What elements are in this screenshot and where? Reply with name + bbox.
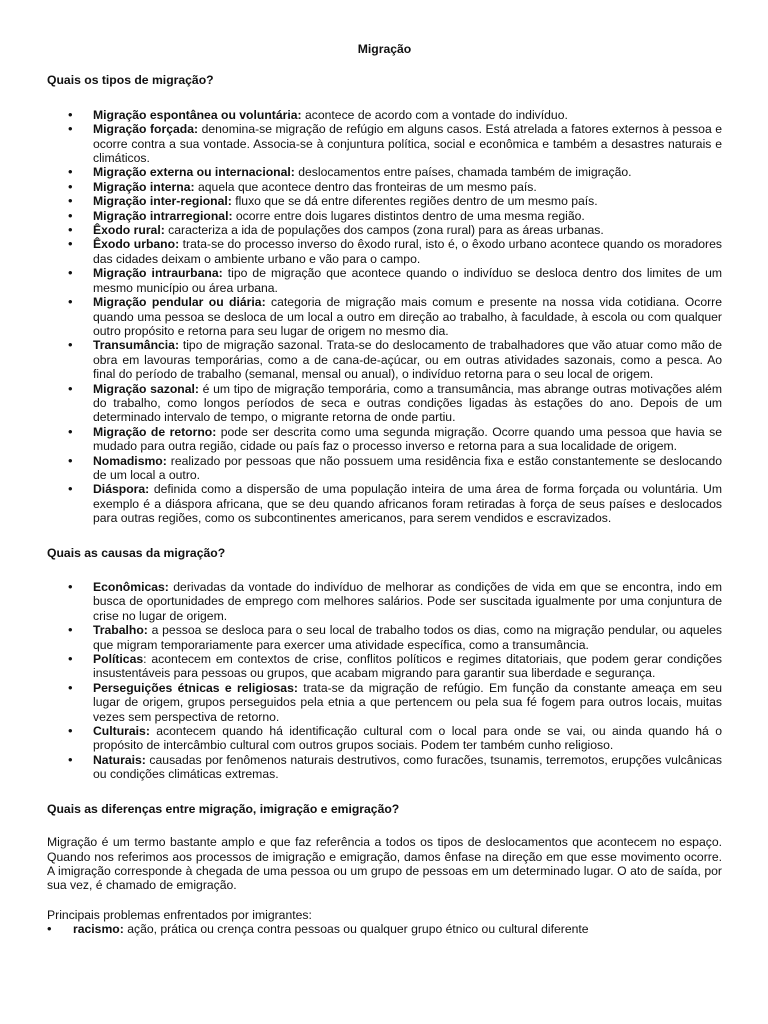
- list-item: [47, 209, 722, 223]
- list-item-text: acontece de acordo com a vontade do indivíduo.: [301, 107, 568, 122]
- list-item-text: realizado por pessoas que não possuem uma residência fixa e estão constantemente se deslocando de um local a outro.: [93, 453, 722, 482]
- list-item-text: tipo de migração sazonal. Trata-se do deslocamento de trabalhadores que vão atuar como mão de obra em lavouras temporárias, como a de cana-de-açúcar, ou em outras atividades sazonais, como a pesca. Ao final do período de trabalho (semanal, mensal ou anual), o indivíduo retorna para o seu local de origem.: [93, 338, 722, 382]
- list-item-text: é um tipo de migração temporária, como a transumância, mas abrange outras motivações além do trabalho, como longos períodos de seca e outras condições ligadas às estações do ano. Depois de um determinado intervalo de tempo, o migrante retorna de onde partiu.: [93, 381, 722, 425]
- list-item-term: Diáspora:: [93, 482, 150, 497]
- list-item-term: Perseguições étnicas e religiosas:: [93, 680, 298, 695]
- list-item-term: Migração interna:: [93, 179, 195, 194]
- section-heading-causes: Quais as causas da migração?: [47, 545, 226, 560]
- list-item-term: Trabalho:: [93, 623, 148, 638]
- list-item-text: denomina-se migração de refúgio em alguns casos. Está atrelada a fatores externos à pessoa e ocorre contra a sua vontade. Associa-se à conjuntura política, social e econômica e também a desastres naturais e climáticos.: [93, 122, 722, 166]
- document-page: [47, 42, 722, 937]
- list-item: [47, 338, 722, 381]
- list-item: [47, 753, 722, 782]
- list-item-term: Migração forçada:: [93, 122, 199, 137]
- list-item: [47, 194, 722, 208]
- list-item: [47, 108, 722, 122]
- list-item-text: a pessoa se desloca para o seu local de trabalho todos os dias, como na migração pendular, ou aqueles que migram temporariamente para exercer uma atividade específica, como a transumância.: [93, 623, 722, 652]
- problems-title: Principais problemas enfrentados por imigrantes:: [47, 907, 312, 922]
- list-item-term: Migração externa ou internacional:: [93, 165, 295, 180]
- list-item-term: racismo:: [73, 922, 124, 937]
- list-item-term: Êxodo rural:: [93, 223, 165, 238]
- list-item-text: pode ser descrita como uma segunda migração. Ocorre quando uma pessoa que havia se mudado para outra região, cidade ou país faz o processo inverso e retorna para a sua localidade de origem.: [93, 424, 723, 454]
- list-item: [47, 382, 722, 425]
- list-item-text: caracteriza a ida de populações dos campos (zona rural) para as áreas urbanas.: [164, 223, 604, 238]
- list-item: [47, 681, 722, 724]
- list-item: [47, 237, 722, 266]
- list-item-term: Migração sazonal:: [93, 381, 199, 396]
- list-item-text: fluxo que se dá entre diferentes regiões dentro de um mesmo país.: [231, 194, 598, 209]
- list-item-text: aquela que acontece dentro das fronteiras de um mesmo país.: [194, 179, 537, 194]
- differences-paragraph: Migração é um termo bastante amplo e que faz referência a todos os tipos de deslocamentos que acontecem no espaço. Quando nos referimos aos processos de imigração e emigração, damos ênfase na direção em que esse movimento ocorre. A imigração corresponde à chegada de uma pessoa ou um grupo de pessoas em um determinado lugar. O ato de saída, por sua vez, é chamado de emigração.: [47, 835, 722, 893]
- list-item-term: Transumância:: [93, 338, 180, 353]
- list-item-text: : acontecem em contextos de crise, conflitos políticos e regimes ditatoriais, que podem gerar condições insustentáveis para pessoas ou grupos, que acabam migrando para garantir sua liberdade e segurança.: [93, 652, 722, 681]
- list-item-term: Econômicas:: [93, 580, 169, 594]
- list-item: [47, 623, 722, 652]
- list-item-text: categoria de migração mais comum e presente na nossa vida cotidiana. Ocorre quando uma pessoa se desloca de um local a outro em direção ao trabalho, à faculdade, à escola ou com qualquer outro propósito e retorna para seu lugar de origem no mesmo dia.: [93, 295, 723, 338]
- list-item-term: Nomadismo:: [93, 453, 167, 468]
- list-item-text: derivadas da vontade do indivíduo de melhorar as condições de vida em que se encontra, indo em busca de oportunidades de emprego com melhores salários. Pode ser suscitada igualmente por uma conjuntura de crise no lugar de origem.: [93, 580, 722, 623]
- causes-list: [47, 580, 722, 782]
- list-item-term: Migração inter-regional:: [93, 194, 232, 209]
- list-item-text: acontecem quando há identificação cultural com o local para onde se vai, ou ainda quando há o propósito de intercâmbio cultural com outros grupos sociais. Podem ter também cunho religioso.: [93, 724, 722, 753]
- list-item-text: trata-se do processo inverso do êxodo rural, isto é, o êxodo urbano acontece quando os moradores das cidades deixam o ambiente urbano e vão para o campo.: [93, 237, 722, 266]
- section-heading-differences: Quais as diferenças entre migração, imigração e emigração?: [47, 801, 400, 816]
- list-item: [47, 724, 722, 753]
- list-item-term: Migração pendular ou diária:: [93, 295, 266, 310]
- document-title: Migração: [357, 42, 412, 56]
- problems-list: [47, 922, 722, 936]
- section-heading-types: Quais os tipos de migração?: [47, 73, 214, 88]
- list-item-term: Políticas: [93, 652, 144, 667]
- list-item: [47, 295, 722, 338]
- types-list: [47, 108, 722, 526]
- list-item-term: Migração espontânea ou voluntária:: [93, 107, 302, 122]
- list-item-term: Êxodo urbano:: [93, 237, 180, 252]
- list-item: [47, 425, 722, 454]
- list-item-text: deslocamentos entre países, chamada também de imigração.: [294, 165, 632, 180]
- list-item: [47, 922, 722, 936]
- list-item-text: definida como a dispersão de uma população inteira de uma área de forma forçada ou voluntária. Um exemplo é a diáspora africana, que se deu quando africanos foram retiradas à força de seus países e deslocados para outras regiões, como os subcontinentes americanos, para serem vendidos e escravizados.: [93, 482, 722, 526]
- list-item-text: tipo de migração que acontece quando o indivíduo se desloca dentro dos limites de um mesmo município ou área urbana.: [93, 266, 722, 295]
- list-item-text: ação, prática ou crença contra pessoas ou qualquer grupo étnico ou cultural diferente: [123, 922, 589, 937]
- list-item: [47, 122, 722, 165]
- list-item: [47, 580, 722, 623]
- list-item: [47, 223, 722, 237]
- list-item-term: Migração intraurbana:: [93, 266, 223, 281]
- list-item-term: Migração de retorno:: [93, 424, 217, 439]
- list-item: [47, 454, 722, 483]
- list-item-text: ocorre entre dois lugares distintos dentro de uma mesma região.: [232, 208, 585, 223]
- list-item-text: trata-se da migração de refúgio. Em função da constante ameaça em seu lugar de origem, grupos perseguidos pela etnia a que pertencem ou pela sua fé fogem para outros locais, muitas vezes sem perspectiva de retorno.: [93, 680, 722, 724]
- list-item-term: Culturais:: [93, 724, 150, 739]
- list-item-text: causadas por fenômenos naturais destrutivos, como furacões, tsunamis, terremotos, erupções vulcânicas ou condições climáticas extremas.: [93, 752, 722, 782]
- list-item: [47, 165, 722, 179]
- list-item: [47, 652, 722, 681]
- list-item-term: Migração intrarregional:: [93, 208, 233, 223]
- list-item-term: Naturais:: [93, 752, 146, 767]
- list-item: [47, 482, 722, 525]
- list-item: [47, 266, 722, 295]
- list-item: [47, 180, 722, 194]
